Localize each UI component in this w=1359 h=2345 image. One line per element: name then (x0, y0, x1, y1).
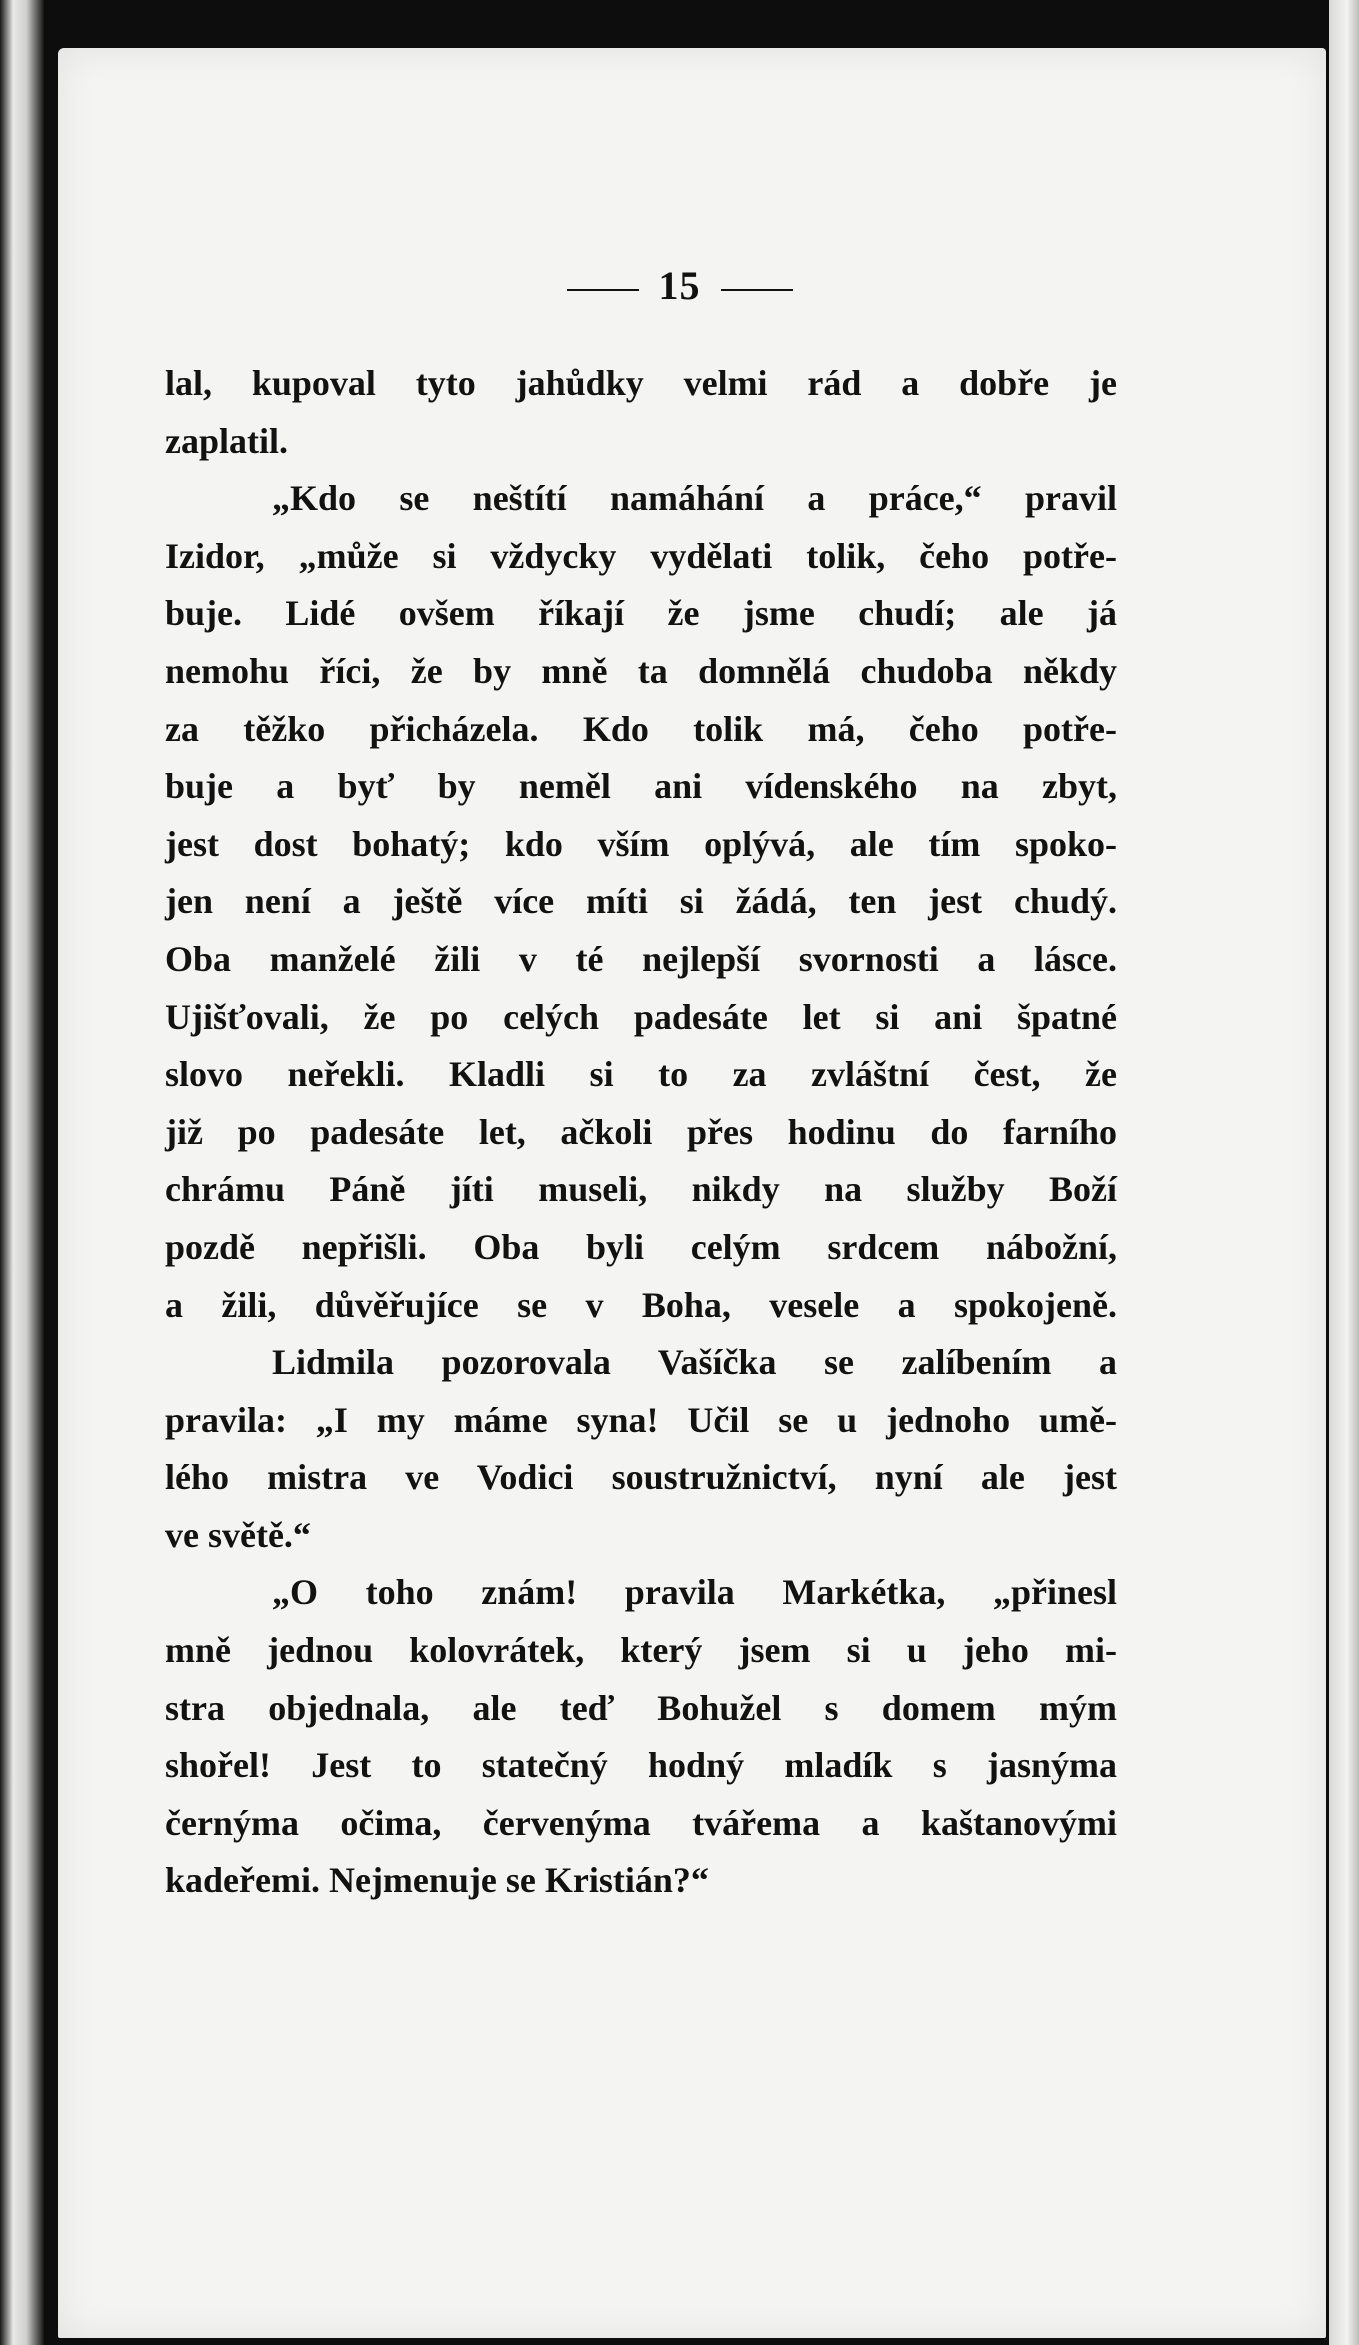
text-line: Oba manželé žili v té nejlepší svornosti a lásce. (165, 938, 1117, 979)
text-line: shořel! Jest to statečný hodný mladík s jasnýma (165, 1745, 1117, 1786)
text-line: pozdě nepřišli. Oba byli celým srdcem nábožní, (165, 1226, 1117, 1267)
text-line: ve světě.“ (165, 1514, 311, 1555)
text-line: Izidor, „může si vždycky vydělati tolik, čeho potře- (165, 535, 1117, 576)
page-edge (1329, 0, 1359, 2345)
text-line: zaplatil. (165, 420, 288, 461)
text-line: „O toho znám! pravila Markétka, „přinesl (272, 1572, 1117, 1613)
text-line: kadeřemi. Nejmenuje se Kristián?“ (165, 1860, 709, 1901)
binding-edge (0, 0, 44, 2345)
text-line: „Kdo se neštítí namáhání a práce,“ pravil (272, 478, 1117, 519)
page-number: 15 (658, 263, 701, 308)
text-line: nemohu říci, že by mně ta domnělá chudoba někdy (165, 650, 1117, 691)
text-line: Lidmila pozorovala Vašíčka se zalíbením a (272, 1342, 1117, 1383)
text-line: buje. Lidé ovšem říkají že jsme chudí; ale já (165, 593, 1117, 634)
header-rule-right (721, 289, 793, 291)
text-line: černýma očima, červenýma tvářema a kaštanovými (165, 1802, 1117, 1843)
text-line: jest dost bohatý; kdo vším oplývá, ale tím spoko- (165, 823, 1117, 864)
page-header (0, 262, 1359, 309)
text-line: stra objednala, ale teď Bohužel s domem mým (165, 1687, 1117, 1728)
text-line: slovo neřekli. Kladli si to za zvláštní čest, že (165, 1054, 1117, 1095)
text-line: a žili, důvěřujíce se v Boha, vesele a spokojeně. (165, 1284, 1117, 1325)
text-line: mně jednou kolovrátek, který jsem si u jeho mi- (165, 1630, 1117, 1671)
text-line: lal, kupoval tyto jahůdky velmi rád a dobře je (165, 363, 1117, 403)
header-rule-left (567, 289, 639, 291)
text-line: Ujišťovali, že po celých padesáte let si ani špatné (165, 996, 1117, 1037)
text-line: za těžko přicházela. Kdo tolik má, čeho potře- (165, 708, 1117, 749)
body-text (165, 355, 1117, 1910)
text-line: chrámu Páně jíti museli, nikdy na služby Boží (165, 1169, 1117, 1210)
text-line: již po padesáte let, ačkoli přes hodinu do farního (165, 1111, 1117, 1152)
text-line: buje a byť by neměl ani vídenského na zbyt, (165, 766, 1117, 807)
text-line: lého mistra ve Vodici soustružnictví, nyní ale jest (165, 1457, 1117, 1498)
text-line: pravila: „I my máme syna! Učil se u jednoho umě- (165, 1399, 1117, 1440)
text-line: jen není a ještě více míti si žádá, ten jest chudý. (165, 881, 1117, 922)
